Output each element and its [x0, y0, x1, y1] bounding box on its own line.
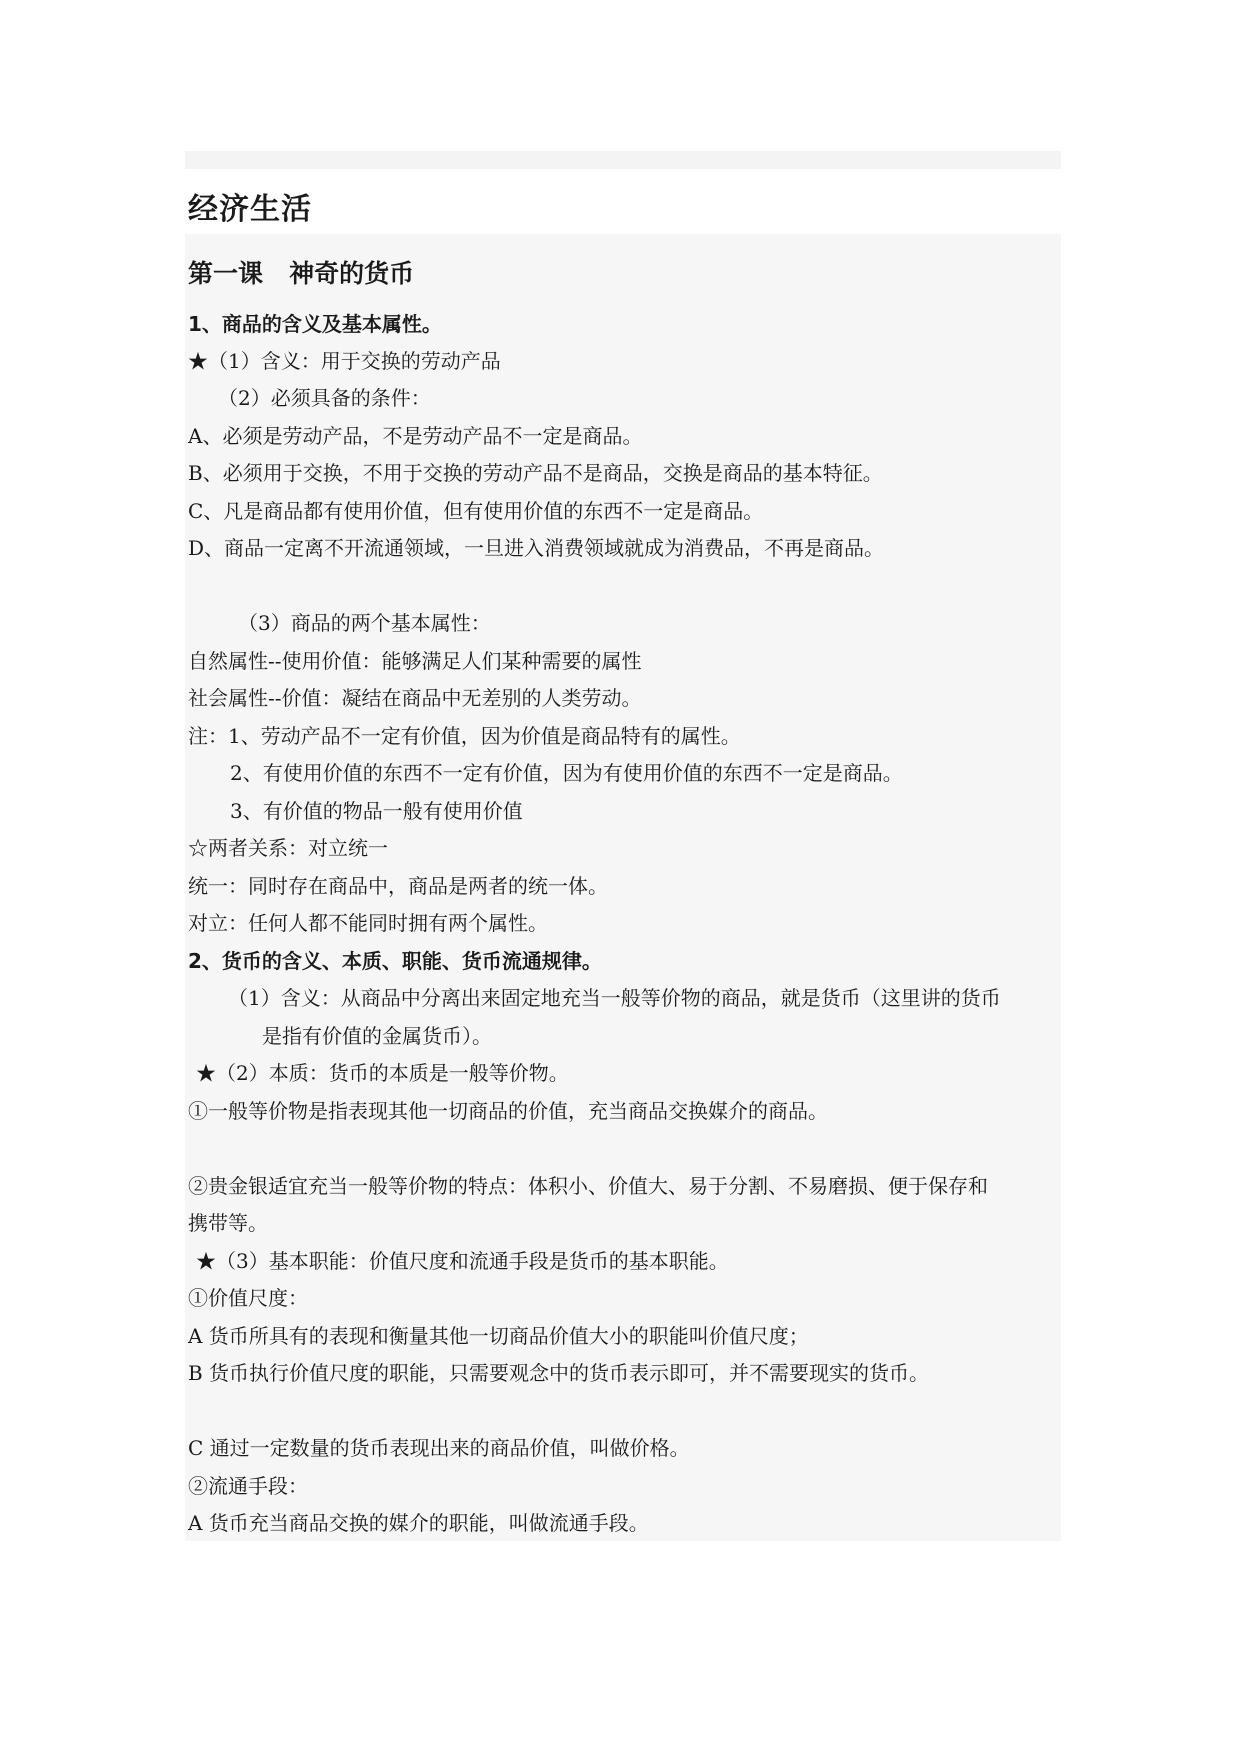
text-line: ★（1）含义：用于交换的劳动产品 — [188, 349, 501, 373]
text-line: A 货币充当商品交换的媒介的职能，叫做流通手段。 — [188, 1511, 649, 1535]
text-line: （3）商品的两个基本属性： — [238, 611, 491, 635]
text-line: 是指有价值的金属货币）。 — [262, 1024, 492, 1048]
text-line: （2）必须具备的条件： — [218, 386, 431, 410]
text-line: 3、有价值的物品一般有使用价值 — [230, 799, 523, 823]
text-line: ☆两者关系：对立统一 — [188, 836, 388, 860]
text-line: ★（2）本质：货币的本质是一般等价物。 — [196, 1061, 569, 1085]
document-title: 经济生活 — [188, 192, 312, 227]
section-heading-1: 1、商品的含义及基本属性。 — [188, 312, 442, 336]
text-line: 自然属性--使用价值：能够满足人们某种需要的属性 — [188, 649, 642, 673]
text-line: ①价值尺度： — [188, 1286, 308, 1310]
section-heading-2: 2、货币的含义、本质、职能、货币流通规律。 — [188, 949, 602, 973]
text-line: B 货币执行价值尺度的职能，只需要观念中的货币表示即可，并不需要现实的货币。 — [188, 1361, 930, 1385]
text-line: D、商品一定离不开流通领域，一旦进入消费领域就成为消费品，不再是商品。 — [188, 536, 885, 560]
text-line: ②流通手段： — [188, 1474, 308, 1498]
text-line: A 货币所具有的表现和衡量其他一切商品价值大小的职能叫价值尺度； — [188, 1324, 809, 1348]
text-line: 社会属性--价值：凝结在商品中无差别的人类劳动。 — [188, 686, 642, 710]
text-line: B、必须用于交换，不用于交换的劳动产品不是商品，交换是商品的基本特征。 — [188, 461, 883, 485]
text-line: A、必须是劳动产品，不是劳动产品不一定是商品。 — [188, 424, 643, 448]
lesson-heading: 第一课 神奇的货币 — [188, 259, 415, 288]
text-line: ★（3）基本职能：价值尺度和流通手段是货币的基本职能。 — [196, 1249, 729, 1273]
text-line: C 通过一定数量的货币表现出来的商品价值，叫做价格。 — [188, 1436, 690, 1460]
text-line: 携带等。 — [188, 1211, 268, 1235]
text-line: 2、有使用价值的东西不一定有价值，因为有使用价值的东西不一定是商品。 — [230, 761, 903, 785]
text-line: ①一般等价物是指表现其他一切商品的价值，充当商品交换媒介的商品。 — [188, 1099, 828, 1123]
text-line: C、凡是商品都有使用价值，但有使用价值的东西不一定是商品。 — [188, 499, 764, 523]
text-line: （1）含义：从商品中分离出来固定地充当一般等价物的商品，就是货币（这里讲的货币 — [228, 986, 1001, 1010]
text-line: ②贵金银适宜充当一般等价物的特点：体积小、价值大、易于分割、不易磨损、便于保存和 — [188, 1174, 988, 1198]
text-line: 统一：同时存在商品中，商品是两者的统一体。 — [188, 874, 608, 898]
text-line: 注：1、劳动产品不一定有价值，因为价值是商品特有的属性。 — [188, 724, 741, 748]
text-line: 对立：任何人都不能同时拥有两个属性。 — [188, 911, 548, 935]
header-band — [185, 151, 1061, 169]
